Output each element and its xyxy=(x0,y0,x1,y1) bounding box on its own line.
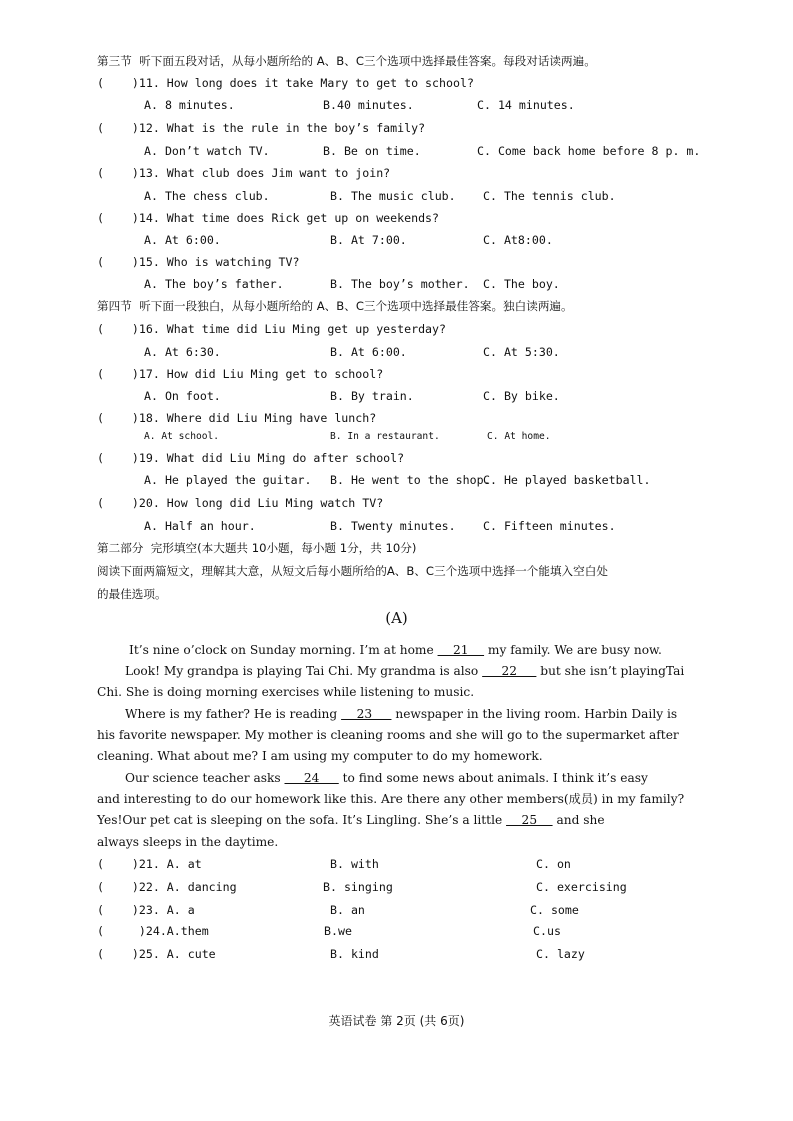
question-17: ( )17. How did Liu Ming get to school? xyxy=(97,367,384,381)
question-20: ( )20. How long did Liu Ming watch TV? xyxy=(97,496,384,510)
q15-option-a: A. The boy’s father. xyxy=(144,277,284,291)
passage-line-4 xyxy=(125,707,677,722)
q13-option-b: B. The music club. xyxy=(330,189,456,203)
passage-text: Where is my father? He is reading xyxy=(125,707,342,721)
cloze-24: ( )24.A.them xyxy=(97,924,209,938)
q16-option-b: B. At 6:00. xyxy=(330,345,407,359)
passage-text: It’s nine o’clock on Sunday morning. I’m at home xyxy=(129,643,438,657)
cloze-25: ( )25. A. cute xyxy=(97,947,216,961)
passage-line-2 xyxy=(125,664,684,679)
cloze-25-option-c: C. lazy xyxy=(536,947,585,961)
question-18: ( )18. Where did Liu Ming have lunch? xyxy=(97,411,377,425)
q11-option-b: B.40 minutes. xyxy=(323,98,414,112)
q14-option-b: B. At 7:00. xyxy=(330,233,407,247)
q18-option-b: B. In a restaurant. xyxy=(330,431,440,442)
passage-line-3: Chi. She is doing morning exercises while listening to music. xyxy=(97,685,475,699)
blank-24: 24 xyxy=(284,771,339,785)
passage-line-1 xyxy=(129,643,662,658)
q13-option-c: C. The tennis club. xyxy=(483,189,616,203)
q16-option-a: A. At 6:30. xyxy=(144,345,221,359)
q20-option-a: A. Half an hour. xyxy=(144,519,256,533)
blank-22: 22 xyxy=(482,664,537,678)
q12-option-b: B. Be on time. xyxy=(323,144,421,158)
passage-line-9 xyxy=(97,813,605,828)
cloze-21-option-c: C. on xyxy=(536,857,571,871)
q18-option-c: C. At home. xyxy=(487,431,551,442)
q15-option-b: B. The boy’s mother. xyxy=(330,277,470,291)
passage-text: newspaper in the living room. Harbin Daily is xyxy=(391,707,678,721)
cloze-24-option-c: C.us xyxy=(533,924,561,938)
question-16: ( )16. What time did Liu Ming get up yesterday? xyxy=(97,322,447,336)
cloze-23-option-b: B. an xyxy=(330,903,365,917)
q19-option-c: C. He played basketball. xyxy=(483,473,651,487)
passage-line-10: always sleeps in the daytime. xyxy=(97,835,279,849)
passage-text: Look! My grandpa is playing Tai Chi. My grandma is also xyxy=(125,664,483,678)
cloze-23-option-c: C. some xyxy=(530,903,579,917)
cloze-24-option-b: B.we xyxy=(324,924,352,938)
q17-option-a: A. On foot. xyxy=(144,389,221,403)
q12-option-c: C. Come back home before 8 p. m. xyxy=(477,144,701,158)
passage-line-6: cleaning. What about me? I am using my computer to do my homework. xyxy=(97,749,543,763)
q16-option-c: C. At 5:30. xyxy=(483,345,560,359)
passage-text: Our science teacher asks xyxy=(125,771,285,785)
question-13: ( )13. What club does Jim want to join? xyxy=(97,166,391,180)
page-footer: 英语试卷 第 2页 (共 6页) xyxy=(328,1014,465,1028)
q14-option-c: C. At8:00. xyxy=(483,233,553,247)
part2-instructions-line1: 阅读下面两篇短文，理解其大意，从短文后每小题所给的A、B、C三个选项中选择一个能填入空白处 xyxy=(97,564,608,578)
section3-heading: 第三节 听下面五段对话，从每小题所给的 A、B、C三个选项中选择最佳答案。每段对话读两遍。 xyxy=(97,54,596,68)
passage-line-8: and interesting to do our homework like this. Are there any other members(成员) in my family? xyxy=(97,792,685,806)
q11-option-a: A. 8 minutes. xyxy=(144,98,235,112)
cloze-21: ( )21. A. at xyxy=(97,857,202,871)
q17-option-c: C. By bike. xyxy=(483,389,560,403)
blank-23: 23 xyxy=(341,707,392,721)
passage-title: (A) xyxy=(385,609,408,627)
question-19: ( )19. What did Liu Ming do after school? xyxy=(97,451,405,465)
q15-option-c: C. The boy. xyxy=(483,277,560,291)
blank-21: 21 xyxy=(437,643,485,657)
passage-text: but she isn’t playingTai xyxy=(536,664,685,678)
q14-option-a: A. At 6:00. xyxy=(144,233,221,247)
passage-text: to find some news about animals. I think it’s easy xyxy=(338,771,648,785)
q11-option-c: C. 14 minutes. xyxy=(477,98,575,112)
q13-option-a: A. The chess club. xyxy=(144,189,270,203)
cloze-21-option-b: B. with xyxy=(330,857,379,871)
q19-option-a: A. He played the guitar. xyxy=(144,473,312,487)
cloze-22: ( )22. A. dancing xyxy=(97,880,237,894)
q12-option-a: A. Don’t watch TV. xyxy=(144,144,270,158)
cloze-22-option-c: C. exercising xyxy=(536,880,627,894)
question-15: ( )15. Who is watching TV? xyxy=(97,255,300,269)
passage-text: my family. We are busy now. xyxy=(484,643,662,657)
part2-heading: 第二部分 完形填空(本大题共 10小题，每小题 1分，共 10分) xyxy=(97,541,417,555)
section4-heading: 第四节 听下面一段独白，从每小题所给的 A、B、C三个选项中选择最佳答案。独白读两遍。 xyxy=(97,299,573,313)
q20-option-b: B. Twenty minutes. xyxy=(330,519,456,533)
q17-option-b: B. By train. xyxy=(330,389,414,403)
cloze-22-option-b: B. singing xyxy=(323,880,393,894)
q19-option-b: B. He went to the shop. xyxy=(330,473,491,487)
question-14: ( )14. What time does Rick get up on weekends? xyxy=(97,211,440,225)
cloze-25-option-b: B. kind xyxy=(330,947,379,961)
passage-line-5: his favorite newspaper. My mother is cleaning rooms and she will go to the supermarket after xyxy=(97,728,679,742)
cloze-23: ( )23. A. a xyxy=(97,903,195,917)
question-11: ( )11. How long does it take Mary to get to school? xyxy=(97,76,474,90)
passage-line-7 xyxy=(125,771,648,786)
q20-option-c: C. Fifteen minutes. xyxy=(483,519,616,533)
q18-option-a: A. At school. xyxy=(144,431,220,442)
part2-instructions-line2: 的最佳选项。 xyxy=(97,587,167,601)
passage-text: and she xyxy=(552,813,605,827)
question-12: ( )12. What is the rule in the boy’s family? xyxy=(97,121,426,135)
blank-25: 25 xyxy=(506,813,553,827)
passage-text: Yes!Our pet cat is sleeping on the sofa. It’s Lingling. She’s a little xyxy=(97,813,507,827)
